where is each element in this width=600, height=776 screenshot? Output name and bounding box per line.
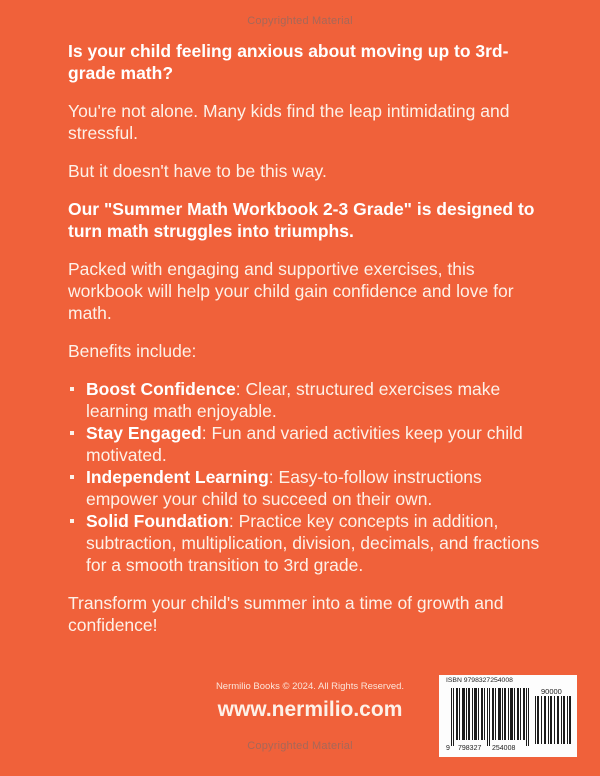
headline: Is your child feeling anxious about moving up to 3rd-grade math? (68, 41, 509, 83)
closing-line: Transform your child's summer into a time of growth and confidence! (68, 593, 504, 635)
copyright-notice: Nermilio Books © 2024. All Rights Reserved. (215, 681, 405, 692)
benefit-title: Solid Foundation (86, 511, 229, 531)
paragraph-doesnt-have-to: But it doesn't have to be this way. (68, 161, 327, 181)
barcode-digits-group1: 798327 (458, 745, 482, 752)
benefits-list (68, 378, 548, 576)
paragraph-not-alone: You're not alone. Many kids find the leap intimidating and stressful. (68, 101, 510, 143)
benefit-item-stay-engaged (68, 422, 548, 466)
benefit-text: : Easy-to-follow instructions empower your child to succeed on their own. (86, 467, 482, 509)
copyright-watermark-bottom: Copyrighted Material (247, 740, 353, 752)
publisher-website-link[interactable]: www.nermilio.com (217, 698, 403, 721)
isbn-label: ISBN 9798327254008 (446, 677, 513, 684)
copyright-watermark-top: Copyrighted Material (247, 15, 353, 27)
publisher-footer (200, 681, 420, 724)
benefits-heading: Benefits include: (68, 341, 197, 361)
benefit-item-independent-learning (68, 466, 548, 510)
benefit-text: : Practice key concepts in addition, subtraction, multiplication, division, decimals, and fractions for a smooth transition to 3rd grade. (86, 511, 540, 575)
benefit-title: Stay Engaged (86, 423, 202, 443)
barcode-main-bars-icon (451, 688, 531, 746)
paragraph-packed: Packed with engaging and supportive exercises, this workbook will help your child gain confidence and love for math. (68, 259, 514, 323)
paragraph-workbook-pitch: Our "Summer Math Workbook 2-3 Grade" is designed to turn math struggles into triumphs. (68, 199, 535, 241)
back-cover-copy (68, 40, 548, 652)
price-code: 90000 (541, 687, 562, 696)
benefit-text: : Clear, structured exercises make learning math enjoyable. (86, 379, 501, 421)
barcode-digit-lead: 9 (446, 745, 450, 752)
benefit-title: Boost Confidence (86, 379, 236, 399)
benefit-text: : Fun and varied activities keep your child motivated. (86, 423, 523, 465)
barcode-digits-group2: 254008 (492, 745, 516, 752)
isbn-barcode (439, 675, 577, 757)
benefit-item-solid-foundation (68, 510, 548, 576)
benefit-title: Independent Learning (86, 467, 269, 487)
barcode-addon-bars-icon (535, 696, 573, 744)
benefit-item-boost-confidence (68, 378, 548, 422)
